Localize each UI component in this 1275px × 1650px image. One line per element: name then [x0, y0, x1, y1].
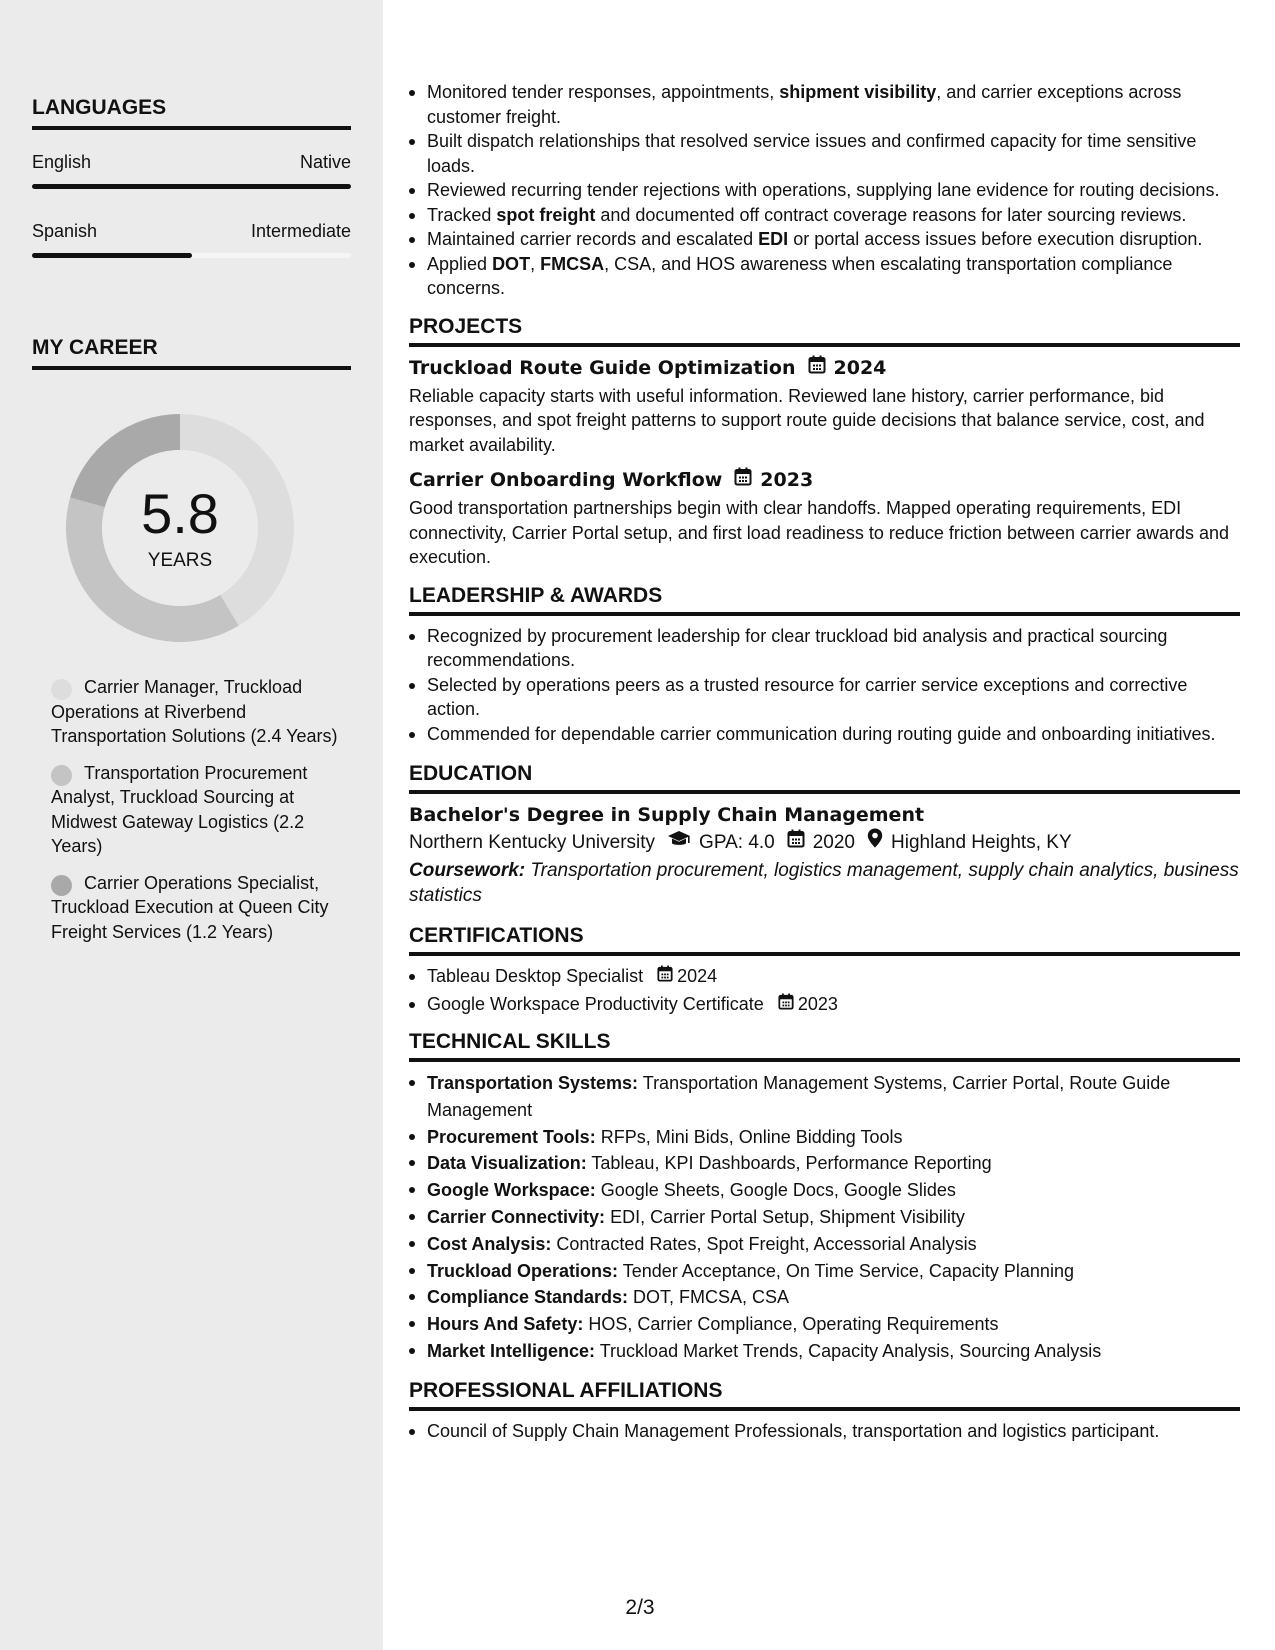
- language-row-english: [32, 152, 351, 173]
- calendar-icon: [808, 355, 826, 381]
- experience-bullets: [409, 80, 1240, 301]
- experience-bullet: [409, 178, 1240, 203]
- language-level: Intermediate: [250, 221, 351, 241]
- career-item: [51, 761, 341, 859]
- project-year: 2023: [760, 469, 814, 491]
- project-description: Reliable capacity starts with useful information. Reviewed lane history, carrier performance, bid responses, and spot freight patterns to support route guide decisions that balance service, cost, and market availability.: [409, 385, 1205, 455]
- experience-bullet: [409, 252, 1240, 301]
- keyword: spot freight: [496, 204, 596, 225]
- skill-category: Data Visualization:: [427, 1153, 587, 1174]
- text-segment: Maintained carrier records and escalated: [427, 229, 759, 249]
- text-segment: Applied: [427, 253, 493, 274]
- keyword: FMCSA: [540, 253, 605, 274]
- experience-bullet: [409, 129, 1240, 178]
- leadership-list: [409, 624, 1240, 747]
- skill-values: Tableau, KPI Dashboards, Performance Reporting: [586, 1153, 992, 1174]
- language-level: Native: [299, 152, 351, 172]
- skill-category: Procurement Tools:: [427, 1126, 596, 1147]
- coursework-text: Transportation procurement, logistics management, supply chain analytics, business statistics: [409, 860, 1239, 906]
- degree-title: Bachelor's Degree in Supply Chain Management: [409, 804, 925, 826]
- affiliations-heading: PROFESSIONAL AFFILIATIONS: [409, 1379, 1240, 1411]
- skill-item: [409, 1124, 1240, 1151]
- skill-item: [409, 1177, 1240, 1204]
- calendar-icon: [778, 992, 794, 1017]
- total-years-unit: YEARS: [147, 550, 213, 571]
- skill-values: Google Sheets, Google Docs, Google Slides: [595, 1180, 956, 1201]
- career-item: [51, 871, 341, 945]
- skill-values: Truckload Market Trends, Capacity Analysis, Sourcing Analysis: [595, 1340, 1102, 1361]
- career-item: [51, 675, 341, 749]
- skill-category: Google Workspace:: [427, 1180, 596, 1201]
- school-name: Northern Kentucky University: [409, 831, 656, 853]
- text-segment: or portal access issues before execution disruption.: [788, 229, 1203, 249]
- project-title: [409, 355, 1240, 381]
- coursework-label: Coursework:: [409, 860, 526, 881]
- leadership-item: Recognized by procurement leadership for clear truckload bid analysis and practical sourcing recommendations.: [409, 624, 1240, 673]
- affiliation-item: Council of Supply Chain Management Professionals, transportation and logistics participant.: [409, 1419, 1240, 1444]
- text-segment: , and carrier exceptions across customer freight.: [427, 82, 1182, 127]
- certification-item: [409, 992, 1240, 1017]
- skill-item: [409, 1258, 1240, 1285]
- text-segment: Tracked: [427, 204, 497, 225]
- coursework: [409, 859, 1240, 908]
- certifications-heading: CERTIFICATIONS: [409, 924, 1240, 956]
- project-title: [409, 467, 1240, 493]
- affiliations-list: [409, 1419, 1240, 1444]
- languages-heading: LANGUAGES: [32, 96, 351, 130]
- calendar-icon: [657, 964, 673, 989]
- experience-bullet: [409, 203, 1240, 228]
- skill-item: [409, 1338, 1240, 1365]
- skills-heading: TECHNICAL SKILLS: [409, 1030, 1240, 1062]
- projects-heading: PROJECTS: [409, 315, 1240, 347]
- career-heading: MY CAREER: [32, 336, 351, 370]
- skill-item: [409, 1204, 1240, 1231]
- main-content: [409, 80, 1240, 1443]
- project-name: Truckload Route Guide Optimization: [409, 356, 796, 379]
- skill-category: Carrier Connectivity:: [427, 1206, 606, 1227]
- skill-values: DOT, FMCSA, CSA: [628, 1287, 790, 1308]
- career-legend-dot: [51, 875, 72, 896]
- career-list: [51, 675, 341, 956]
- skill-item: [409, 1284, 1240, 1311]
- skill-values: Contracted Rates, Spot Freight, Accessorial Analysis: [551, 1233, 977, 1254]
- text-segment: , CSA, and HOS awareness when escalating transportation compliance concerns.: [427, 253, 1173, 298]
- language-name: English: [32, 152, 92, 172]
- skill-values: HOS, Carrier Compliance, Operating Requirements: [583, 1314, 999, 1335]
- skill-category: Cost Analysis:: [427, 1233, 552, 1254]
- education-meta: [409, 828, 1240, 857]
- skill-category: Transportation Systems:: [427, 1073, 639, 1093]
- map-pin-icon: [867, 828, 883, 857]
- text-segment: Built dispatch relationships that resolved service issues and confirmed capacity for time sensitive loads.: [427, 131, 1197, 176]
- experience-bullet: [409, 227, 1240, 252]
- project-name: Carrier Onboarding Workflow: [409, 469, 723, 491]
- leadership-item: Commended for dependable carrier communication during routing guide and onboarding initiatives.: [409, 722, 1240, 747]
- skill-values: Tender Acceptance, On Time Service, Capacity Planning: [618, 1260, 1074, 1281]
- school-location: Highland Heights, KY: [891, 831, 1072, 853]
- skill-item: [409, 1070, 1240, 1124]
- experience-bullet: [409, 80, 1240, 129]
- certification-name: Google Workspace Productivity Certificate: [427, 993, 764, 1014]
- keyword: DOT: [492, 253, 531, 274]
- career-label: Carrier Manager, Truckload Operations at Riverbend Transportation Solutions (2.4 Years): [51, 677, 338, 746]
- text-segment: Monitored tender responses, appointments,: [427, 82, 780, 102]
- skill-values: Transportation Management Systems, Carrier Portal, Route Guide Management: [427, 1073, 1171, 1120]
- career-label: Carrier Operations Specialist, Truckload Execution at Queen City Freight Services (1.2 Years): [51, 872, 329, 942]
- language-row-spanish: [32, 221, 351, 242]
- gpa: GPA: 4.0: [699, 831, 775, 853]
- skill-item: [409, 1311, 1240, 1338]
- skill-item: [409, 1150, 1240, 1177]
- text-segment: and documented off contract coverage reasons for later sourcing reviews.: [595, 204, 1187, 225]
- language-bar-english: [32, 184, 351, 189]
- keyword: shipment visibility: [779, 82, 937, 102]
- skill-values: EDI, Carrier Portal Setup, Shipment Visibility: [605, 1206, 965, 1227]
- language-bar-fill: [32, 253, 192, 258]
- skill-category: Hours And Safety:: [427, 1314, 584, 1335]
- skills-list: [409, 1070, 1240, 1365]
- skill-category: Compliance Standards:: [427, 1287, 629, 1308]
- career-label: Transportation Procurement Analyst, Truckload Sourcing at Midwest Gateway Logistics (2.2 Years): [51, 762, 308, 856]
- certification-year: 2023: [797, 993, 838, 1014]
- language-bar-fill: [32, 184, 351, 189]
- skill-category: Market Intelligence:: [427, 1340, 596, 1361]
- certification-item: [409, 964, 1240, 989]
- project-description: Good transportation partnerships begin with clear handoffs. Mapped operating requirements, EDI connectivity, Carrier Portal setup, and first load readiness to reduce friction between carrier awards and execution.: [409, 498, 1230, 567]
- graduation-year: 2020: [812, 831, 856, 853]
- page-number: 2/3: [625, 1596, 655, 1619]
- calendar-icon: [734, 467, 752, 493]
- skill-values: RFPs, Mini Bids, Online Bidding Tools: [595, 1126, 903, 1147]
- graduation-cap-icon: [667, 829, 691, 857]
- leadership-item: Selected by operations peers as a trusted resource for carrier service exceptions and corrective action.: [409, 673, 1240, 722]
- language-bar-spanish: [32, 253, 351, 258]
- skill-category: Truckload Operations:: [427, 1260, 619, 1281]
- project-year: 2024: [833, 356, 887, 379]
- education-heading: EDUCATION: [409, 762, 1240, 794]
- text-segment: ,: [530, 253, 541, 274]
- career-legend-dot: [51, 679, 72, 700]
- calendar-icon: [787, 829, 805, 857]
- sidebar: [0, 0, 383, 1650]
- certification-year: 2024: [677, 966, 718, 986]
- certification-name: Tableau Desktop Specialist: [427, 966, 644, 986]
- leadership-heading: LEADERSHIP & AWARDS: [409, 584, 1240, 616]
- certifications-list: [409, 964, 1240, 1016]
- language-name: Spanish: [32, 221, 98, 241]
- skill-item: [409, 1231, 1240, 1258]
- total-years-value: 5.8: [141, 482, 219, 545]
- text-segment: Reviewed recurring tender rejections with operations, supplying lane evidence for routing decisions.: [427, 180, 1220, 200]
- career-legend-dot: [51, 765, 72, 786]
- keyword: EDI: [758, 229, 789, 249]
